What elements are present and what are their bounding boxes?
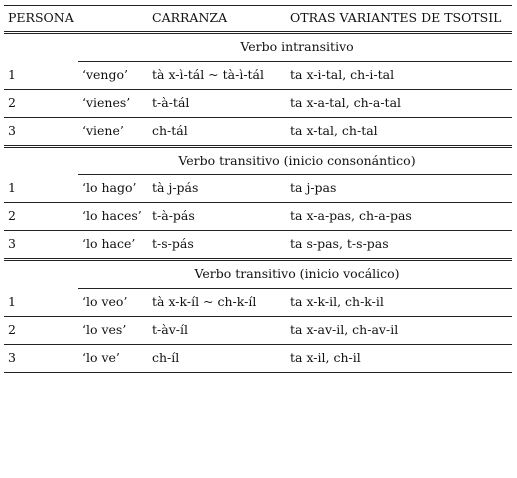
section-header-row xyxy=(4,146,512,175)
cell-otras: ta x-i-tal, ch-i-tal xyxy=(286,61,512,89)
cell-otras: ta x-tal, ch-tal xyxy=(286,117,512,146)
cell-carranza: tà j-pás xyxy=(148,175,286,203)
section-title: Verbo transitivo (inicio consonántico) xyxy=(78,146,512,175)
cell-carranza: t-s-pás xyxy=(148,231,286,260)
cell-otras: ta s-pas, t-s-pas xyxy=(286,231,512,260)
table-row xyxy=(4,316,512,344)
header-carranza: CARRANZA xyxy=(148,6,286,33)
cell-otras: ta x-k-il, ch-k-il xyxy=(286,288,512,316)
header-persona: PERSONA xyxy=(4,6,78,33)
cell-persona: 1 xyxy=(4,288,78,316)
section-title: Verbo transitivo (inicio vocálico) xyxy=(78,260,512,289)
cell-persona: 2 xyxy=(4,89,78,117)
table-row xyxy=(4,61,512,89)
cell-gloss: ‘lo hace’ xyxy=(78,231,148,260)
table-header-row xyxy=(4,6,512,33)
cell-carranza: tà x-k-íl ~ ch-k-íl xyxy=(148,288,286,316)
cell-persona: 3 xyxy=(4,231,78,260)
cell-carranza: ch-íl xyxy=(148,344,286,372)
cell-carranza: t-à-tál xyxy=(148,89,286,117)
header-gloss xyxy=(78,6,148,33)
cell-persona: 1 xyxy=(4,175,78,203)
conjugation-table xyxy=(4,5,512,373)
cell-otras: ta x-av-il, ch-av-il xyxy=(286,316,512,344)
cell-carranza: t-àv-íl xyxy=(148,316,286,344)
cell-gloss: ‘lo ves’ xyxy=(78,316,148,344)
cell-gloss: ‘lo ve’ xyxy=(78,344,148,372)
table-row xyxy=(4,231,512,260)
cell-carranza: ch-tál xyxy=(148,117,286,146)
table-row xyxy=(4,344,512,372)
cell-persona: 3 xyxy=(4,117,78,146)
cell-gloss: ‘viene’ xyxy=(78,117,148,146)
cell-otras: ta j-pas xyxy=(286,175,512,203)
cell-gloss: ‘lo hago’ xyxy=(78,175,148,203)
cell-otras: ta x-a-tal, ch-a-tal xyxy=(286,89,512,117)
table-row xyxy=(4,89,512,117)
cell-persona: 2 xyxy=(4,316,78,344)
section-header-row xyxy=(4,260,512,289)
section-title: Verbo intransitivo xyxy=(78,33,512,62)
cell-persona: 2 xyxy=(4,203,78,231)
table-row xyxy=(4,288,512,316)
table-row xyxy=(4,175,512,203)
header-otras-variantes: OTRAS VARIANTES DE TSOTSIL xyxy=(286,6,512,33)
cell-gloss: ‘vengo’ xyxy=(78,61,148,89)
cell-otras: ta x-il, ch-il xyxy=(286,344,512,372)
cell-carranza: t-à-pás xyxy=(148,203,286,231)
cell-otras: ta x-a-pas, ch-a-pas xyxy=(286,203,512,231)
cell-carranza: tà x-ì-tál ~ tà-ì-tál xyxy=(148,61,286,89)
cell-persona: 3 xyxy=(4,344,78,372)
section-header-row xyxy=(4,33,512,62)
cell-gloss: ‘vienes’ xyxy=(78,89,148,117)
table-row xyxy=(4,117,512,146)
cell-gloss: ‘lo haces’ xyxy=(78,203,148,231)
cell-gloss: ‘lo veo’ xyxy=(78,288,148,316)
table-row xyxy=(4,203,512,231)
cell-persona: 1 xyxy=(4,61,78,89)
